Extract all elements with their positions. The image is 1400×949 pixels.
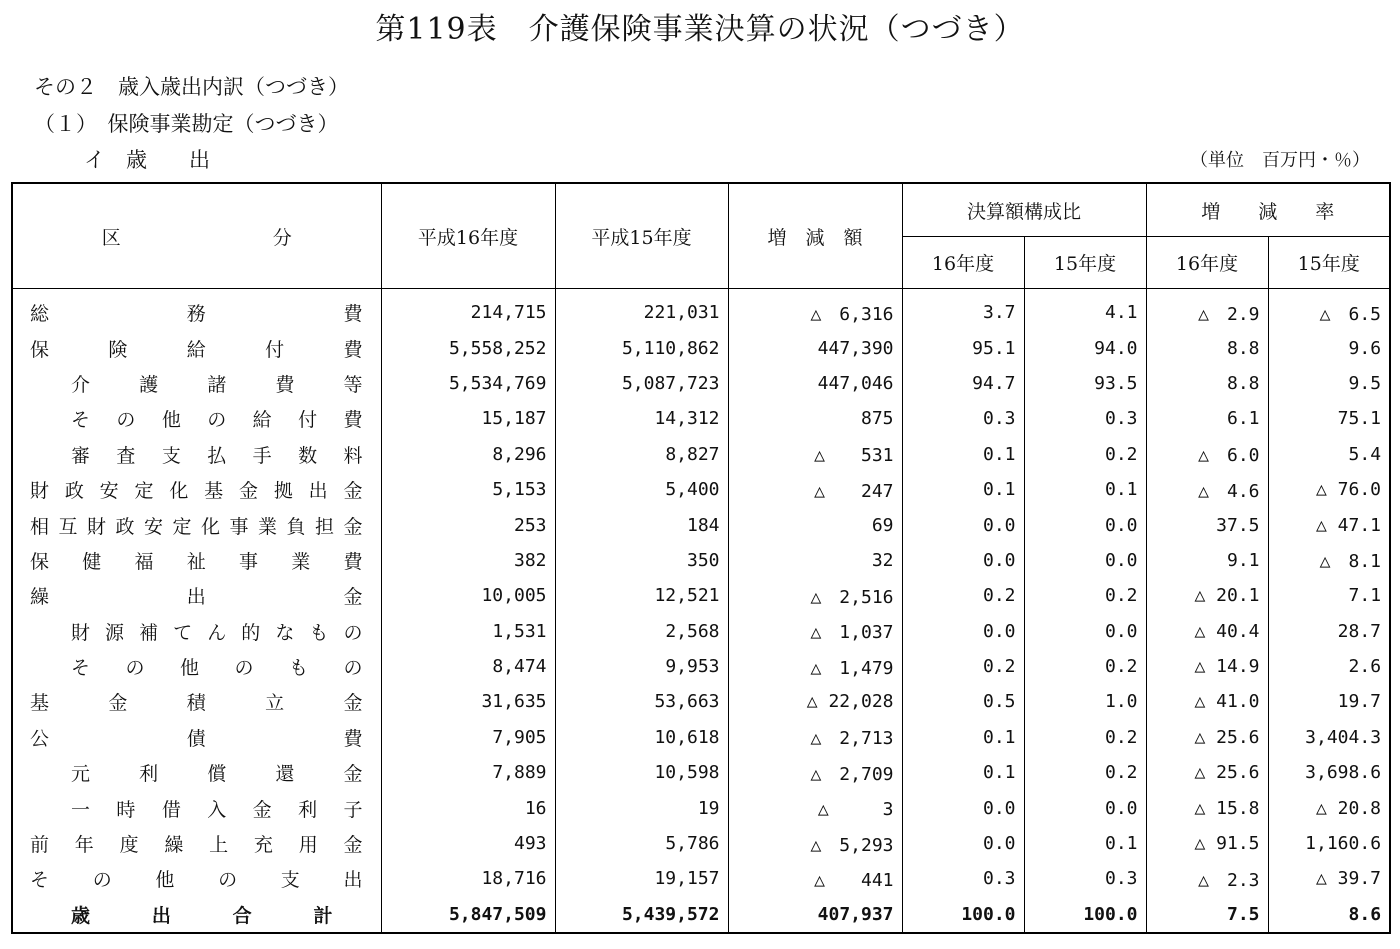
- ratio-16: 0.0: [902, 543, 1024, 578]
- ratio-15: 93.5: [1024, 366, 1146, 401]
- header-composition-ratio: 決算額構成比: [902, 183, 1146, 237]
- rate-16: 37.5: [1146, 507, 1268, 542]
- difference: △ 247: [728, 472, 902, 507]
- ratio-16: 0.1: [902, 437, 1024, 472]
- ratio-15: 0.3: [1024, 401, 1146, 436]
- ratio-15: 0.0: [1024, 507, 1146, 542]
- ratio-15: 0.2: [1024, 649, 1146, 684]
- rate-16: △ 14.9: [1146, 649, 1268, 684]
- page-title: 第119表 介護保険事業決算の状況（つづき）: [375, 12, 1025, 47]
- ratio-15: 0.2: [1024, 720, 1146, 755]
- value-fy15: 350: [555, 543, 728, 578]
- rate-16: △ 25.6: [1146, 755, 1268, 790]
- value-fy16: 214,715: [381, 289, 555, 331]
- rate-15: 1,160.6: [1268, 826, 1390, 861]
- value-fy16: 10,005: [381, 578, 555, 613]
- value-fy15: 9,953: [555, 649, 728, 684]
- difference: △ 1,037: [728, 614, 902, 649]
- value-fy16: 493: [381, 826, 555, 861]
- difference: 447,046: [728, 366, 902, 401]
- value-fy15: 5,400: [555, 472, 728, 507]
- rate-16: 8.8: [1146, 366, 1268, 401]
- rate-15: △ 76.0: [1268, 472, 1390, 507]
- rate-16: △ 20.1: [1146, 578, 1268, 613]
- rate-15: 9.6: [1268, 330, 1390, 365]
- row-label: 繰出金: [12, 578, 381, 613]
- value-fy15: 8,827: [555, 437, 728, 472]
- row-label: 前年度繰上充用金: [12, 826, 381, 861]
- unit-note: （単位 百万円・％）: [1190, 150, 1370, 171]
- value-fy15: 10,598: [555, 755, 728, 790]
- header-fy16: 平成16年度: [381, 183, 555, 289]
- value-fy15: 221,031: [555, 289, 728, 331]
- rate-16: △ 40.4: [1146, 614, 1268, 649]
- difference: 875: [728, 401, 902, 436]
- row-label: 公債費: [12, 720, 381, 755]
- value-fy16: 5,847,509: [381, 897, 555, 933]
- difference: 447,390: [728, 330, 902, 365]
- difference: 69: [728, 507, 902, 542]
- rate-15: 7.1: [1268, 578, 1390, 613]
- ratio-15: 0.0: [1024, 543, 1146, 578]
- value-fy16: 1,531: [381, 614, 555, 649]
- ratio-15: 0.2: [1024, 437, 1146, 472]
- value-fy16: 5,534,769: [381, 366, 555, 401]
- ratio-15: 0.1: [1024, 826, 1146, 861]
- table-row: [12, 684, 1390, 719]
- rate-16: 9.1: [1146, 543, 1268, 578]
- table-row: [12, 330, 1390, 365]
- value-fy16: 16: [381, 790, 555, 825]
- row-label: 相互財政安定化事業負担金: [12, 507, 381, 542]
- value-fy16: 7,889: [381, 755, 555, 790]
- ratio-16: 0.3: [902, 861, 1024, 896]
- ratio-16: 0.5: [902, 684, 1024, 719]
- rate-15: 75.1: [1268, 401, 1390, 436]
- ratio-16: 0.2: [902, 578, 1024, 613]
- row-label: その他のもの: [12, 649, 381, 684]
- table-row: [12, 289, 1390, 331]
- value-fy15: 184: [555, 507, 728, 542]
- rate-15: 3,404.3: [1268, 720, 1390, 755]
- row-label: 財政安定化基金拠出金: [12, 472, 381, 507]
- header-rate-16: 16年度: [1146, 237, 1268, 289]
- value-fy15: 5,439,572: [555, 897, 728, 933]
- difference: 407,937: [728, 897, 902, 933]
- value-fy15: 10,618: [555, 720, 728, 755]
- header-change-rate: 増 減 率: [1146, 183, 1390, 237]
- rate-15: △ 8.1: [1268, 543, 1390, 578]
- ratio-15: 0.1: [1024, 472, 1146, 507]
- row-label: 歳出合計: [12, 897, 381, 933]
- difference: △ 1,479: [728, 649, 902, 684]
- value-fy15: 5,087,723: [555, 366, 728, 401]
- ratio-15: 94.0: [1024, 330, 1146, 365]
- difference: △ 5,293: [728, 826, 902, 861]
- row-label: 元利償還金: [12, 755, 381, 790]
- expenditure-table: [11, 182, 1391, 934]
- table-row: [12, 543, 1390, 578]
- table-body: [12, 289, 1390, 934]
- value-fy15: 53,663: [555, 684, 728, 719]
- rate-16: △ 6.0: [1146, 437, 1268, 472]
- header-difference: 増 減 額: [728, 183, 902, 289]
- value-fy15: 12,521: [555, 578, 728, 613]
- ratio-16: 0.2: [902, 649, 1024, 684]
- ratio-16: 0.1: [902, 472, 1024, 507]
- rate-15: △ 39.7: [1268, 861, 1390, 896]
- row-label: 基金積立金: [12, 684, 381, 719]
- ratio-15: 0.0: [1024, 790, 1146, 825]
- table-row: [12, 366, 1390, 401]
- difference: 32: [728, 543, 902, 578]
- rate-15: △ 20.8: [1268, 790, 1390, 825]
- ratio-15: 0.3: [1024, 861, 1146, 896]
- rate-16: △ 2.3: [1146, 861, 1268, 896]
- ratio-16: 0.0: [902, 614, 1024, 649]
- table-row: [12, 578, 1390, 613]
- ratio-15: 1.0: [1024, 684, 1146, 719]
- value-fy16: 15,187: [381, 401, 555, 436]
- rate-16: △ 2.9: [1146, 289, 1268, 331]
- value-fy15: 14,312: [555, 401, 728, 436]
- ratio-16: 0.0: [902, 507, 1024, 542]
- ratio-16: 0.1: [902, 720, 1024, 755]
- row-label: 財源補てん的なもの: [12, 614, 381, 649]
- difference: △ 531: [728, 437, 902, 472]
- difference: △ 2,709: [728, 755, 902, 790]
- table-row: [12, 755, 1390, 790]
- value-fy15: 5,110,862: [555, 330, 728, 365]
- value-fy16: 18,716: [381, 861, 555, 896]
- rate-16: △ 15.8: [1146, 790, 1268, 825]
- header-category: 区 分: [12, 183, 381, 289]
- ratio-16: 95.1: [902, 330, 1024, 365]
- rate-15: △ 6.5: [1268, 289, 1390, 331]
- ratio-15: 4.1: [1024, 289, 1146, 331]
- row-label: 総務費: [12, 289, 381, 331]
- header-ratio-15: 15年度: [1024, 237, 1146, 289]
- difference: △ 22,028: [728, 684, 902, 719]
- header-rate-15: 15年度: [1268, 237, 1390, 289]
- rate-15: △ 47.1: [1268, 507, 1390, 542]
- value-fy16: 5,153: [381, 472, 555, 507]
- row-label: 一時借入金利子: [12, 790, 381, 825]
- ratio-15: 100.0: [1024, 897, 1146, 933]
- value-fy16: 7,905: [381, 720, 555, 755]
- rate-15: 19.7: [1268, 684, 1390, 719]
- table-row: [12, 401, 1390, 436]
- ratio-16: 94.7: [902, 366, 1024, 401]
- header-ratio-16: 16年度: [902, 237, 1024, 289]
- ratio-16: 3.7: [902, 289, 1024, 331]
- row-label: 保険給付費: [12, 330, 381, 365]
- difference: △ 3: [728, 790, 902, 825]
- difference: △ 2,516: [728, 578, 902, 613]
- table-row: [12, 507, 1390, 542]
- rate-15: 9.5: [1268, 366, 1390, 401]
- account-subtitle: （１） 保険事業勘定（つづき）: [34, 112, 339, 136]
- expenditure-subtitle: イ 歳 出: [84, 148, 210, 172]
- section-subtitle: その２ 歳入歳出内訳（つづき）: [34, 75, 349, 99]
- difference: △ 6,316: [728, 289, 902, 331]
- ratio-16: 0.0: [902, 790, 1024, 825]
- value-fy15: 19: [555, 790, 728, 825]
- rate-16: △ 41.0: [1146, 684, 1268, 719]
- rate-16: 8.8: [1146, 330, 1268, 365]
- ratio-16: 100.0: [902, 897, 1024, 933]
- table-row: [12, 437, 1390, 472]
- rate-15: 3,698.6: [1268, 755, 1390, 790]
- ratio-16: 0.3: [902, 401, 1024, 436]
- difference: △ 2,713: [728, 720, 902, 755]
- header-fy15: 平成15年度: [555, 183, 728, 289]
- table-row: [12, 649, 1390, 684]
- ratio-15: 0.0: [1024, 614, 1146, 649]
- value-fy16: 8,296: [381, 437, 555, 472]
- value-fy16: 253: [381, 507, 555, 542]
- value-fy15: 2,568: [555, 614, 728, 649]
- value-fy15: 5,786: [555, 826, 728, 861]
- table-row: [12, 897, 1390, 933]
- rate-15: 8.6: [1268, 897, 1390, 933]
- value-fy16: 5,558,252: [381, 330, 555, 365]
- table-row: [12, 790, 1390, 825]
- value-fy16: 31,635: [381, 684, 555, 719]
- value-fy16: 382: [381, 543, 555, 578]
- rate-15: 5.4: [1268, 437, 1390, 472]
- ratio-16: 0.1: [902, 755, 1024, 790]
- row-label: その他の給付費: [12, 401, 381, 436]
- value-fy16: 8,474: [381, 649, 555, 684]
- table-row: [12, 720, 1390, 755]
- ratio-16: 0.0: [902, 826, 1024, 861]
- value-fy15: 19,157: [555, 861, 728, 896]
- rate-15: 28.7: [1268, 614, 1390, 649]
- rate-16: 7.5: [1146, 897, 1268, 933]
- table-row: [12, 472, 1390, 507]
- rate-16: △ 4.6: [1146, 472, 1268, 507]
- rate-15: 2.6: [1268, 649, 1390, 684]
- ratio-15: 0.2: [1024, 755, 1146, 790]
- rate-16: △ 25.6: [1146, 720, 1268, 755]
- rate-16: △ 91.5: [1146, 826, 1268, 861]
- ratio-15: 0.2: [1024, 578, 1146, 613]
- table-row: [12, 826, 1390, 861]
- table-row: [12, 861, 1390, 896]
- row-label: 審査支払手数料: [12, 437, 381, 472]
- row-label: その他の支出: [12, 861, 381, 896]
- table-row: [12, 614, 1390, 649]
- row-label: 介護諸費等: [12, 366, 381, 401]
- row-label: 保健福祉事業費: [12, 543, 381, 578]
- difference: △ 441: [728, 861, 902, 896]
- rate-16: 6.1: [1146, 401, 1268, 436]
